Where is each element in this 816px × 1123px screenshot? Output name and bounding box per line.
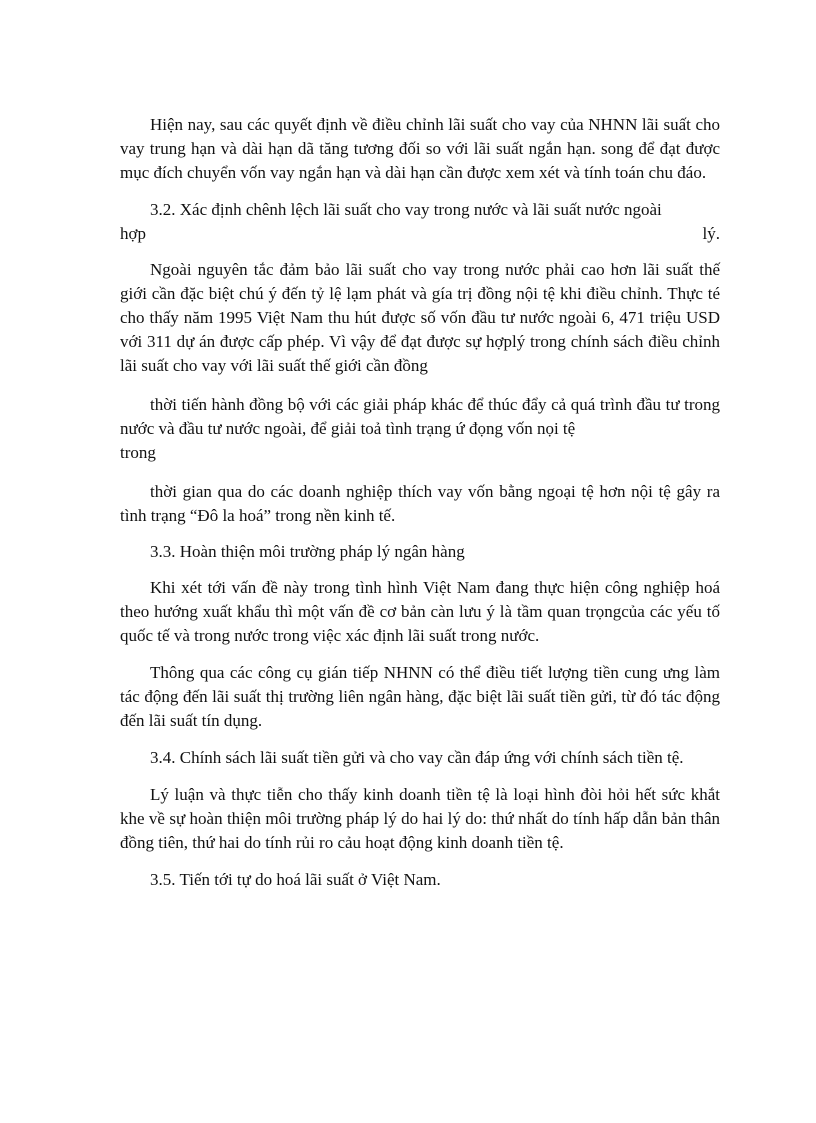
paragraph-domestic-foreign-rates: Ngoài nguyên tắc đảm bảo lãi suất cho vay trong nước phải cao hơn lãi suất thế giới cần đặc biệt chú ý đến tỷ lệ lạm phát và gía trị đồng nội tệ khi điều chỉnh. Thực té cho thấy năm 1995 Việt Nam thu hút được số vốn đầu tư nước ngoài 6, 471 triệu USD với 311 dự án được cấp phép. Vì vậy để đạt được sự hợplý trong chính sách điều chỉnh lãi suất cho vay với lãi suất thế giới cần đồng	[120, 260, 720, 375]
split-line-left: hợp	[120, 224, 146, 243]
section-3-2-heading-line1: 3.2. Xác định chênh lệch lãi suất cho vay trong nước và lãi suất nước ngoài	[150, 200, 662, 219]
paragraph-industrialization: Khi xét tới vấn đề này trong tình hình Việt Nam đang thực hiện công nghiệp hoá theo hướng xuất khẩu thì một vấn đề cơ bản càn lưu ý là tầm quan trọngcủa các yếu tố quốc tế và trong nước trong việc xác định lãi suất trong nước.	[120, 578, 720, 645]
section-3-3-heading: 3.3. Hoàn thiện môi trường pháp lý ngân hàng	[150, 542, 465, 561]
section-3-4-heading: 3.4. Chính sách lãi suất tiền gửi và cho vay cần đáp ứng với chính sách tiền tệ.	[150, 748, 684, 767]
paragraph-synchronous-measures: thời tiến hành đồng bộ với các giải pháp khác để thúc đẩy cả quá trình đầu tư trong nước và đầu tư nước ngoài, để giải toả tình trạng ứ đọng vốn nọi tệ	[120, 395, 720, 438]
orphan-word: trong	[120, 443, 156, 462]
paragraph-legal-environment: Lý luận và thực tiễn cho thấy kinh doanh tiền tệ là loại hình đòi hỏi hết sức khắt khe về sự hoàn thiện môi trường pháp lý do hai lý do: thứ nhất do tính hấp dẫn bản thân đồng tiên, thứ hai do tính rủi ro cảu hoạt động kinh doanh tiền tệ.	[120, 785, 720, 852]
split-line-right: lý.	[702, 224, 720, 243]
paragraph-interest-adjustment: Hiện nay, sau các quyết định về điều chỉnh lãi suất cho vay của NHNN lãi suất cho vay trung hạn và dài hạn dã tăng tương đối so với lãi suất ngắn hạn. song để đạt được mục đích chuyển vốn vay ngắn hạn và dài hạn cần được xem xét và tính toán chu đáo.	[120, 115, 720, 182]
section-3-2-heading	[120, 198, 720, 246]
paragraph-dollarization: thời gian qua do các doanh nghiệp thích vay vốn bằng ngoại tệ hơn nội tệ gây ra tình trạng “Đô la hoá” trong nền kinh tế.	[120, 482, 720, 525]
paragraph-indirect-tools: Thông qua các công cụ gián tiếp NHNN có thể điều tiết lượng tiền cung ưng làm tác động đến lãi suất thị trường liên ngân hàng, đặc biệt lãi suất tiền gửi, từ đó tác động đến lãi suất tín dụng.	[120, 663, 720, 730]
section-3-5-heading: 3.5. Tiến tới tự do hoá lãi suất ở Việt Nam.	[150, 870, 441, 889]
section-3-2-heading-line2	[120, 222, 720, 246]
document-body	[120, 113, 720, 892]
